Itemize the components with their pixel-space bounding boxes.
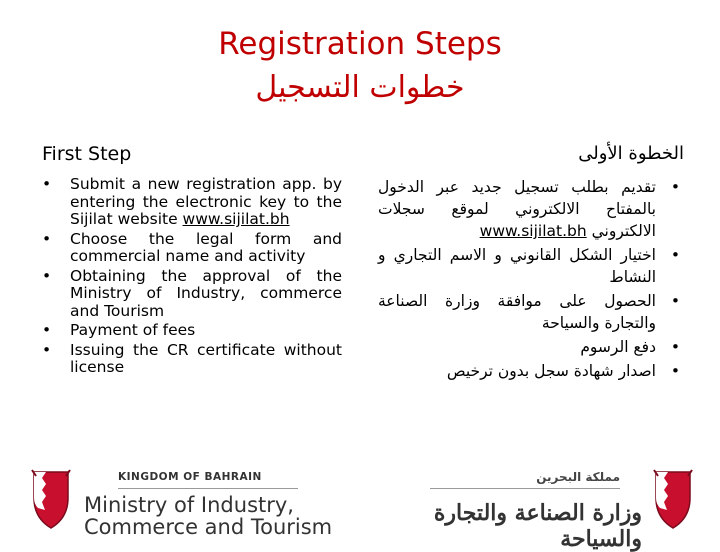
arabic-column (378, 142, 684, 384)
list-item (378, 176, 684, 242)
step-text: الحصول على موافقة وزارة الصناعة والتجارة والسياحة (378, 292, 656, 332)
list-item (378, 244, 684, 288)
step-text: Choose the legal form and commercial name and activity (70, 229, 342, 265)
english-column (42, 142, 342, 379)
kingdom-label-english: KINGDOM OF BAHRAIN (118, 471, 262, 483)
step-text: اصدار شهادة سجل بدون ترخيص (446, 362, 656, 380)
english-heading: First Step (42, 143, 132, 165)
step-text: Obtaining the approval of the Ministry of Industry, commerce and Tourism (70, 266, 342, 320)
list-item (42, 322, 342, 340)
sijilat-link[interactable]: www.sijilat.bh (182, 210, 290, 228)
step-text: Submit a new registration app. by entering the electronic key to the Sijilat website (70, 175, 342, 228)
divider (118, 488, 298, 489)
arabic-steps-list (378, 176, 684, 382)
kingdom-label-arabic: مملكة البحرين (536, 470, 620, 484)
list-item (42, 231, 342, 266)
step-text: دفع الرسوم (580, 338, 656, 356)
list-item (378, 360, 684, 382)
list-item (42, 176, 342, 229)
bahrain-emblem-icon (28, 468, 74, 530)
step-text: اختيار الشكل القانوني و الاسم التجاري و النشاط (378, 246, 656, 286)
step-text: Issuing the CR certificate without license (70, 340, 342, 376)
sijilat-link-arabic[interactable]: www.sijilat.bh (479, 222, 587, 240)
bahrain-emblem-icon (650, 468, 696, 530)
page-title-arabic: خطوات التسجيل (255, 70, 465, 105)
english-steps-list (42, 176, 342, 377)
step-text: Payment of fees (70, 321, 196, 339)
step-text: تقديم بطلب تسجيل جديد عبر الدخول بالمفتاح الالكتروني لموقع سجلات الالكتروني (378, 178, 656, 240)
list-item (42, 268, 342, 321)
ministry-line-2: Commerce and Tourism (84, 515, 333, 539)
list-item (378, 290, 684, 334)
list-item (378, 336, 684, 358)
page-title-english: Registration Steps (218, 26, 502, 62)
ministry-name-arabic: وزارة الصناعة والتجارة والسياحة (433, 500, 642, 552)
list-item (42, 342, 342, 377)
ministry-line-1: Ministry of Industry, (84, 493, 294, 517)
arabic-heading: الخطوة الأولى (578, 143, 684, 164)
divider (430, 488, 620, 489)
ministry-name-english (84, 494, 332, 538)
